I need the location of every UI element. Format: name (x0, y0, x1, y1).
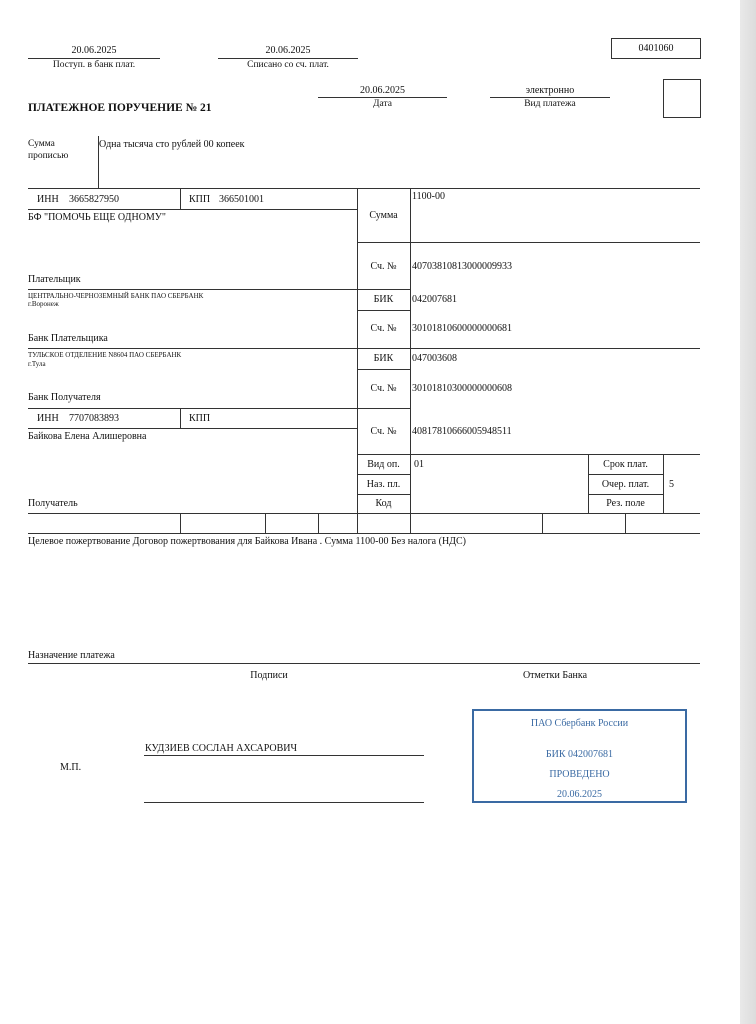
codes-line-1b (588, 474, 663, 475)
form-code: 0401060 (638, 43, 674, 54)
codes-line-2 (357, 494, 410, 495)
tax-vline-7 (625, 513, 626, 533)
payer-inn-kpp-divider (180, 188, 181, 209)
payee-bik-label: БИК (373, 353, 394, 364)
reserve-label: Рез. поле (606, 498, 645, 509)
payer-bank-label: Банк Плательщика (28, 333, 108, 344)
payee-inn-kpp-divider (180, 408, 181, 428)
op-type: 01 (414, 459, 424, 470)
priority-value: 5 (669, 479, 674, 490)
payer-bank-name: ЦЕНТРАЛЬНО-ЧЕРНОЗЕМНЫЙ БАНК ПАО СБЕРБАНК (28, 292, 204, 300)
document-title: ПЛАТЕЖНОЕ ПОРУЧЕНИЕ № 21 (28, 102, 212, 114)
payee-account-label: Сч. № (370, 426, 397, 437)
payer-inn: 3665827950 (69, 194, 119, 205)
priority-label: Очер. плат. (601, 479, 650, 490)
stamp-bik: БИК 042007681 (545, 749, 614, 760)
payer-corr-account-label: Сч. № (370, 323, 397, 334)
purpose-text: Целевое пожертвование Договор пожертвования для Байкова Ивана . Сумма 1100-00 Без налога (НДС) (28, 536, 466, 547)
payee-kpp-label: КПП (189, 413, 211, 424)
payer-corr-account: 30101810600000000681 (412, 323, 512, 334)
received-label: Поступ. в банк плат. (52, 60, 136, 70)
payee-bank-name: ТУЛЬСКОЕ ОТДЕЛЕНИЕ N8604 ПАО СБЕРБАНК (28, 351, 182, 359)
payment-type-label: Вид платежа (524, 99, 576, 109)
amount-value: 1100-00 (412, 191, 445, 202)
stamp-status: ПРОВЕДЕНО (549, 769, 610, 780)
payer-name: БФ "ПОМОЧЬ ЕЩЕ ОДНОМУ" (28, 212, 166, 223)
payer-account-line (357, 289, 410, 290)
term-label: Срок плат. (603, 459, 648, 470)
stamp-date: 20.06.2025 (557, 789, 602, 800)
payer-inn-label: ИНН (37, 194, 59, 205)
stamp-bank-name: ПАО Сбербанк России (530, 718, 629, 729)
purpose-bottom-line (28, 663, 700, 664)
payee-label: Получатель (28, 498, 78, 509)
payee-bik: 047003608 (412, 353, 457, 364)
payer-bottom-line (28, 289, 357, 290)
payee-inn-line (28, 428, 357, 429)
payee-corr-account-label: Сч. № (370, 383, 397, 394)
seal-label: М.П. (60, 762, 82, 773)
tax-row-bottom (28, 533, 700, 534)
purpose-label: Назначение платежа (28, 650, 115, 661)
amount-words-label-1: Сумма (28, 139, 55, 149)
payee-inn: 7707083893 (69, 413, 119, 424)
grid-line-top (28, 188, 700, 189)
amount-row-line (357, 242, 700, 243)
tax-vline-3 (318, 513, 319, 533)
received-date: 20.06.2025 (71, 45, 117, 56)
tax-vline-4 (357, 513, 358, 533)
bank-stamp (472, 709, 687, 803)
payee-account: 40817810666005948511 (412, 426, 512, 437)
amount-label: Сумма (369, 210, 398, 221)
debited-date: 20.06.2025 (265, 45, 311, 56)
signatures-label: Подписи (250, 670, 288, 681)
payer-bank-bottom-line (28, 348, 700, 349)
payee-bank-city: г.Тула (28, 360, 46, 368)
payee-corr-account: 30101810300000000608 (412, 383, 512, 394)
payer-account: 40703810813000009933 (412, 261, 512, 272)
form-code-box (611, 38, 701, 59)
payment-type: электронно (525, 85, 575, 96)
amount-words-value: Одна тысяча сто рублей 00 копеек (99, 139, 245, 150)
signature-line-2 (144, 802, 424, 803)
signature-line-1 (144, 755, 424, 756)
payee-name: Байкова Елена Алишеровна (28, 431, 147, 442)
codes-line-1 (357, 474, 410, 475)
payer-bik: 042007681 (412, 294, 457, 305)
tax-row-top (28, 513, 700, 514)
payer-kpp-label: КПП (189, 194, 211, 205)
payee-bank-label: Банк Получателя (28, 392, 101, 403)
status-box (663, 79, 701, 118)
payer-kpp: 366501001 (219, 194, 264, 205)
payer-label: Плательщик (28, 274, 81, 285)
tax-vline-5 (410, 513, 411, 533)
payer-account-label: Сч. № (370, 261, 397, 272)
payer-bik-line (357, 310, 410, 311)
page-edge-shadow (740, 0, 756, 1024)
signer-name: КУДЗИЕВ СОСЛАН АХСАРОВИЧ (145, 743, 298, 754)
tax-vline-6 (542, 513, 543, 533)
op-type-label: Вид оп. (367, 459, 400, 470)
payer-inn-line (28, 209, 357, 210)
purpose-code-label: Наз. пл. (366, 479, 401, 490)
tax-vline-2 (265, 513, 266, 533)
bank-marks-label: Отметки Банка (522, 670, 588, 681)
payee-bank-bottom-line (28, 408, 410, 409)
tax-vline-1 (180, 513, 181, 533)
debited-label: Списано со сч. плат. (247, 60, 329, 70)
grid-vline-right (410, 188, 411, 513)
order-date: 20.06.2025 (360, 85, 405, 96)
codes-line-2b (588, 494, 663, 495)
amount-words-label-2: прописью (28, 151, 69, 161)
payer-bank-city: г.Воронеж (28, 300, 59, 308)
payer-bik-label: БИК (373, 294, 394, 305)
payee-bik-line (357, 369, 410, 370)
codes-vline-2 (663, 454, 664, 513)
order-date-label: Дата (373, 99, 392, 109)
payee-inn-label: ИНН (37, 413, 59, 424)
codes-top-line (357, 454, 700, 455)
code-label: Код (375, 498, 392, 509)
